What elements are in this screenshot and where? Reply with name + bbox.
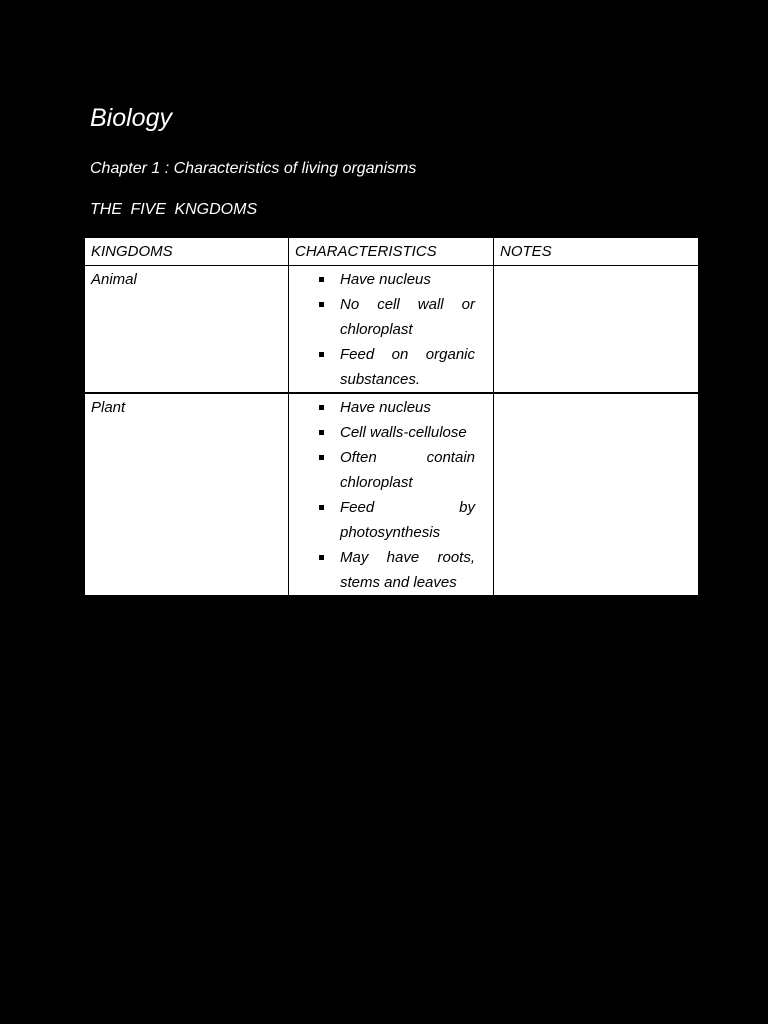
section-heading: THE FIVE KNGDOMS bbox=[90, 201, 258, 218]
table-row bbox=[85, 266, 699, 394]
characteristic-text: Often contain chloroplast bbox=[340, 449, 475, 491]
table-row bbox=[85, 393, 699, 596]
list-item bbox=[295, 545, 487, 595]
list-item bbox=[295, 445, 487, 495]
list-item bbox=[295, 267, 487, 292]
characteristics-cell bbox=[289, 393, 494, 596]
kingdom-cell bbox=[85, 266, 289, 394]
kingdom-name: Animal bbox=[91, 271, 137, 288]
kingdom-cell bbox=[85, 393, 289, 596]
notes-cell bbox=[494, 393, 699, 596]
characteristic-text: Have nucleus bbox=[340, 271, 431, 288]
square-bullet-icon bbox=[319, 555, 324, 560]
characteristic-text: Have nucleus bbox=[340, 399, 431, 416]
list-item bbox=[295, 495, 487, 545]
characteristic-text: Cell walls-cellulose bbox=[340, 424, 467, 441]
characteristic-text: Feed on organic substances. bbox=[340, 346, 475, 388]
kingdom-name: Plant bbox=[91, 399, 126, 416]
list-item bbox=[295, 420, 487, 445]
notes-cell bbox=[494, 266, 699, 394]
chapter-heading: Chapter 1 : Characteristics of living organisms bbox=[90, 160, 417, 177]
list-item bbox=[295, 395, 487, 420]
square-bullet-icon bbox=[319, 430, 324, 435]
characteristics-list bbox=[295, 394, 487, 595]
document-title: Biology bbox=[90, 104, 172, 132]
header-characteristics: CHARACTERISTICS bbox=[289, 238, 494, 266]
table-header-row bbox=[85, 238, 699, 266]
square-bullet-icon bbox=[319, 505, 324, 510]
kingdoms-table bbox=[84, 237, 699, 596]
list-item bbox=[295, 342, 487, 392]
square-bullet-icon bbox=[319, 352, 324, 357]
square-bullet-icon bbox=[319, 455, 324, 460]
square-bullet-icon bbox=[319, 405, 324, 410]
characteristic-text: No cell wall or chloroplast bbox=[340, 296, 475, 338]
characteristic-text: May have roots, stems and leaves bbox=[340, 549, 475, 591]
square-bullet-icon bbox=[319, 302, 324, 307]
square-bullet-icon bbox=[319, 277, 324, 282]
characteristics-cell bbox=[289, 266, 494, 394]
header-kingdoms: KINGDOMS bbox=[85, 238, 289, 266]
characteristic-text: Feed by photosynthesis bbox=[340, 499, 475, 541]
characteristics-list bbox=[295, 266, 487, 392]
list-item bbox=[295, 292, 487, 342]
header-notes: NOTES bbox=[494, 238, 699, 266]
